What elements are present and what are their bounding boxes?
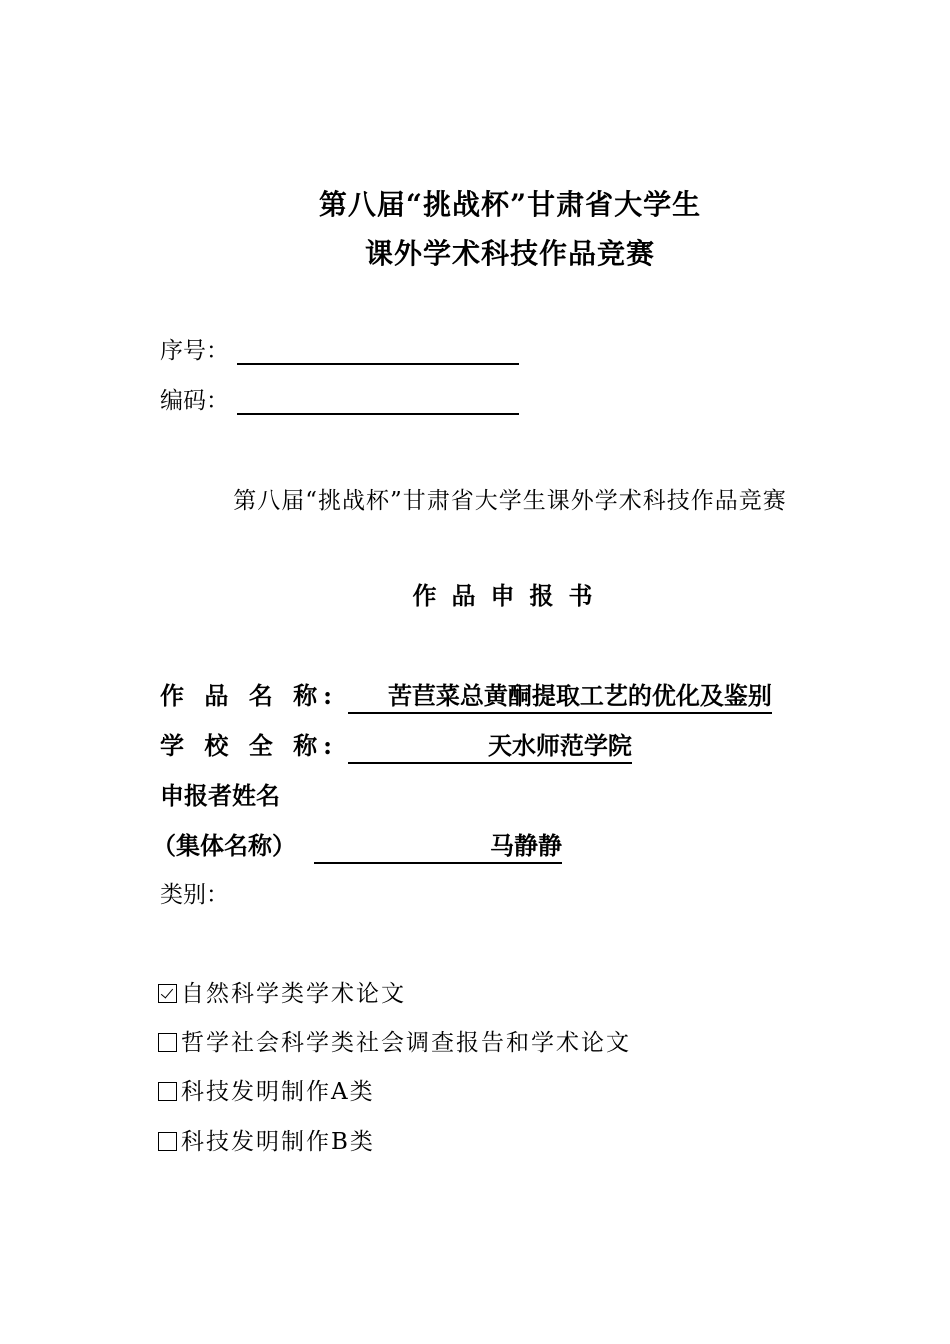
school-row (160, 726, 632, 764)
serial-number-label: 序号： (160, 338, 229, 364)
applicant-value[interactable] (314, 826, 562, 864)
category-option-natural-science[interactable] (158, 975, 406, 1008)
work-name-text: 苦苣菜总黄酮提取工艺的优化及鉴别 (387, 681, 772, 710)
serial-number-row (160, 332, 519, 365)
work-name-label: 作 品 名 称: (160, 681, 338, 710)
document-heading: 作品申报书 (412, 581, 608, 610)
code-label: 编码： (160, 388, 229, 414)
category-option-invention-a[interactable] (158, 1073, 375, 1106)
category-option-label: 科技发明制作A类 (181, 1079, 375, 1105)
applicant-label-line1: 申报者姓名 (160, 781, 280, 810)
category-option-label: 科技发明制作B类 (181, 1129, 375, 1155)
code-blank[interactable] (237, 389, 519, 415)
category-label: 类别： (160, 882, 229, 908)
category-option-label: 哲学社会科学类社会调查报告和学术论文 (181, 1030, 631, 1056)
work-name-row (160, 676, 772, 714)
school-text: 天水师范学院 (487, 731, 632, 760)
checkbox-icon[interactable] (158, 1082, 177, 1101)
competition-subtitle: 第八届“挑战杯”甘肃省大学生课外学术科技作品竞赛 (233, 488, 787, 514)
applicant-label-line2: （集体名称） (152, 831, 296, 860)
applicant-text: 马静静 (490, 831, 562, 860)
applicant-row (152, 826, 562, 864)
checkbox-icon[interactable] (158, 1033, 177, 1052)
school-value[interactable] (348, 726, 632, 764)
work-name-value[interactable] (348, 676, 772, 714)
category-option-social-science[interactable] (158, 1024, 631, 1057)
school-label: 学 校 全 称: (160, 731, 338, 760)
category-option-label: 自然科学类学术论文 (181, 981, 406, 1007)
competition-title-line2: 课外学术科技作品竞赛 (364, 237, 655, 270)
category-option-invention-b[interactable] (158, 1123, 375, 1156)
checkbox-icon[interactable] (158, 1132, 177, 1151)
serial-number-blank[interactable] (237, 339, 519, 365)
code-row (160, 382, 519, 415)
competition-title-line1: 第八届“挑战杯”甘肃省大学生 (318, 188, 702, 221)
checked-box-icon[interactable] (158, 984, 177, 1003)
